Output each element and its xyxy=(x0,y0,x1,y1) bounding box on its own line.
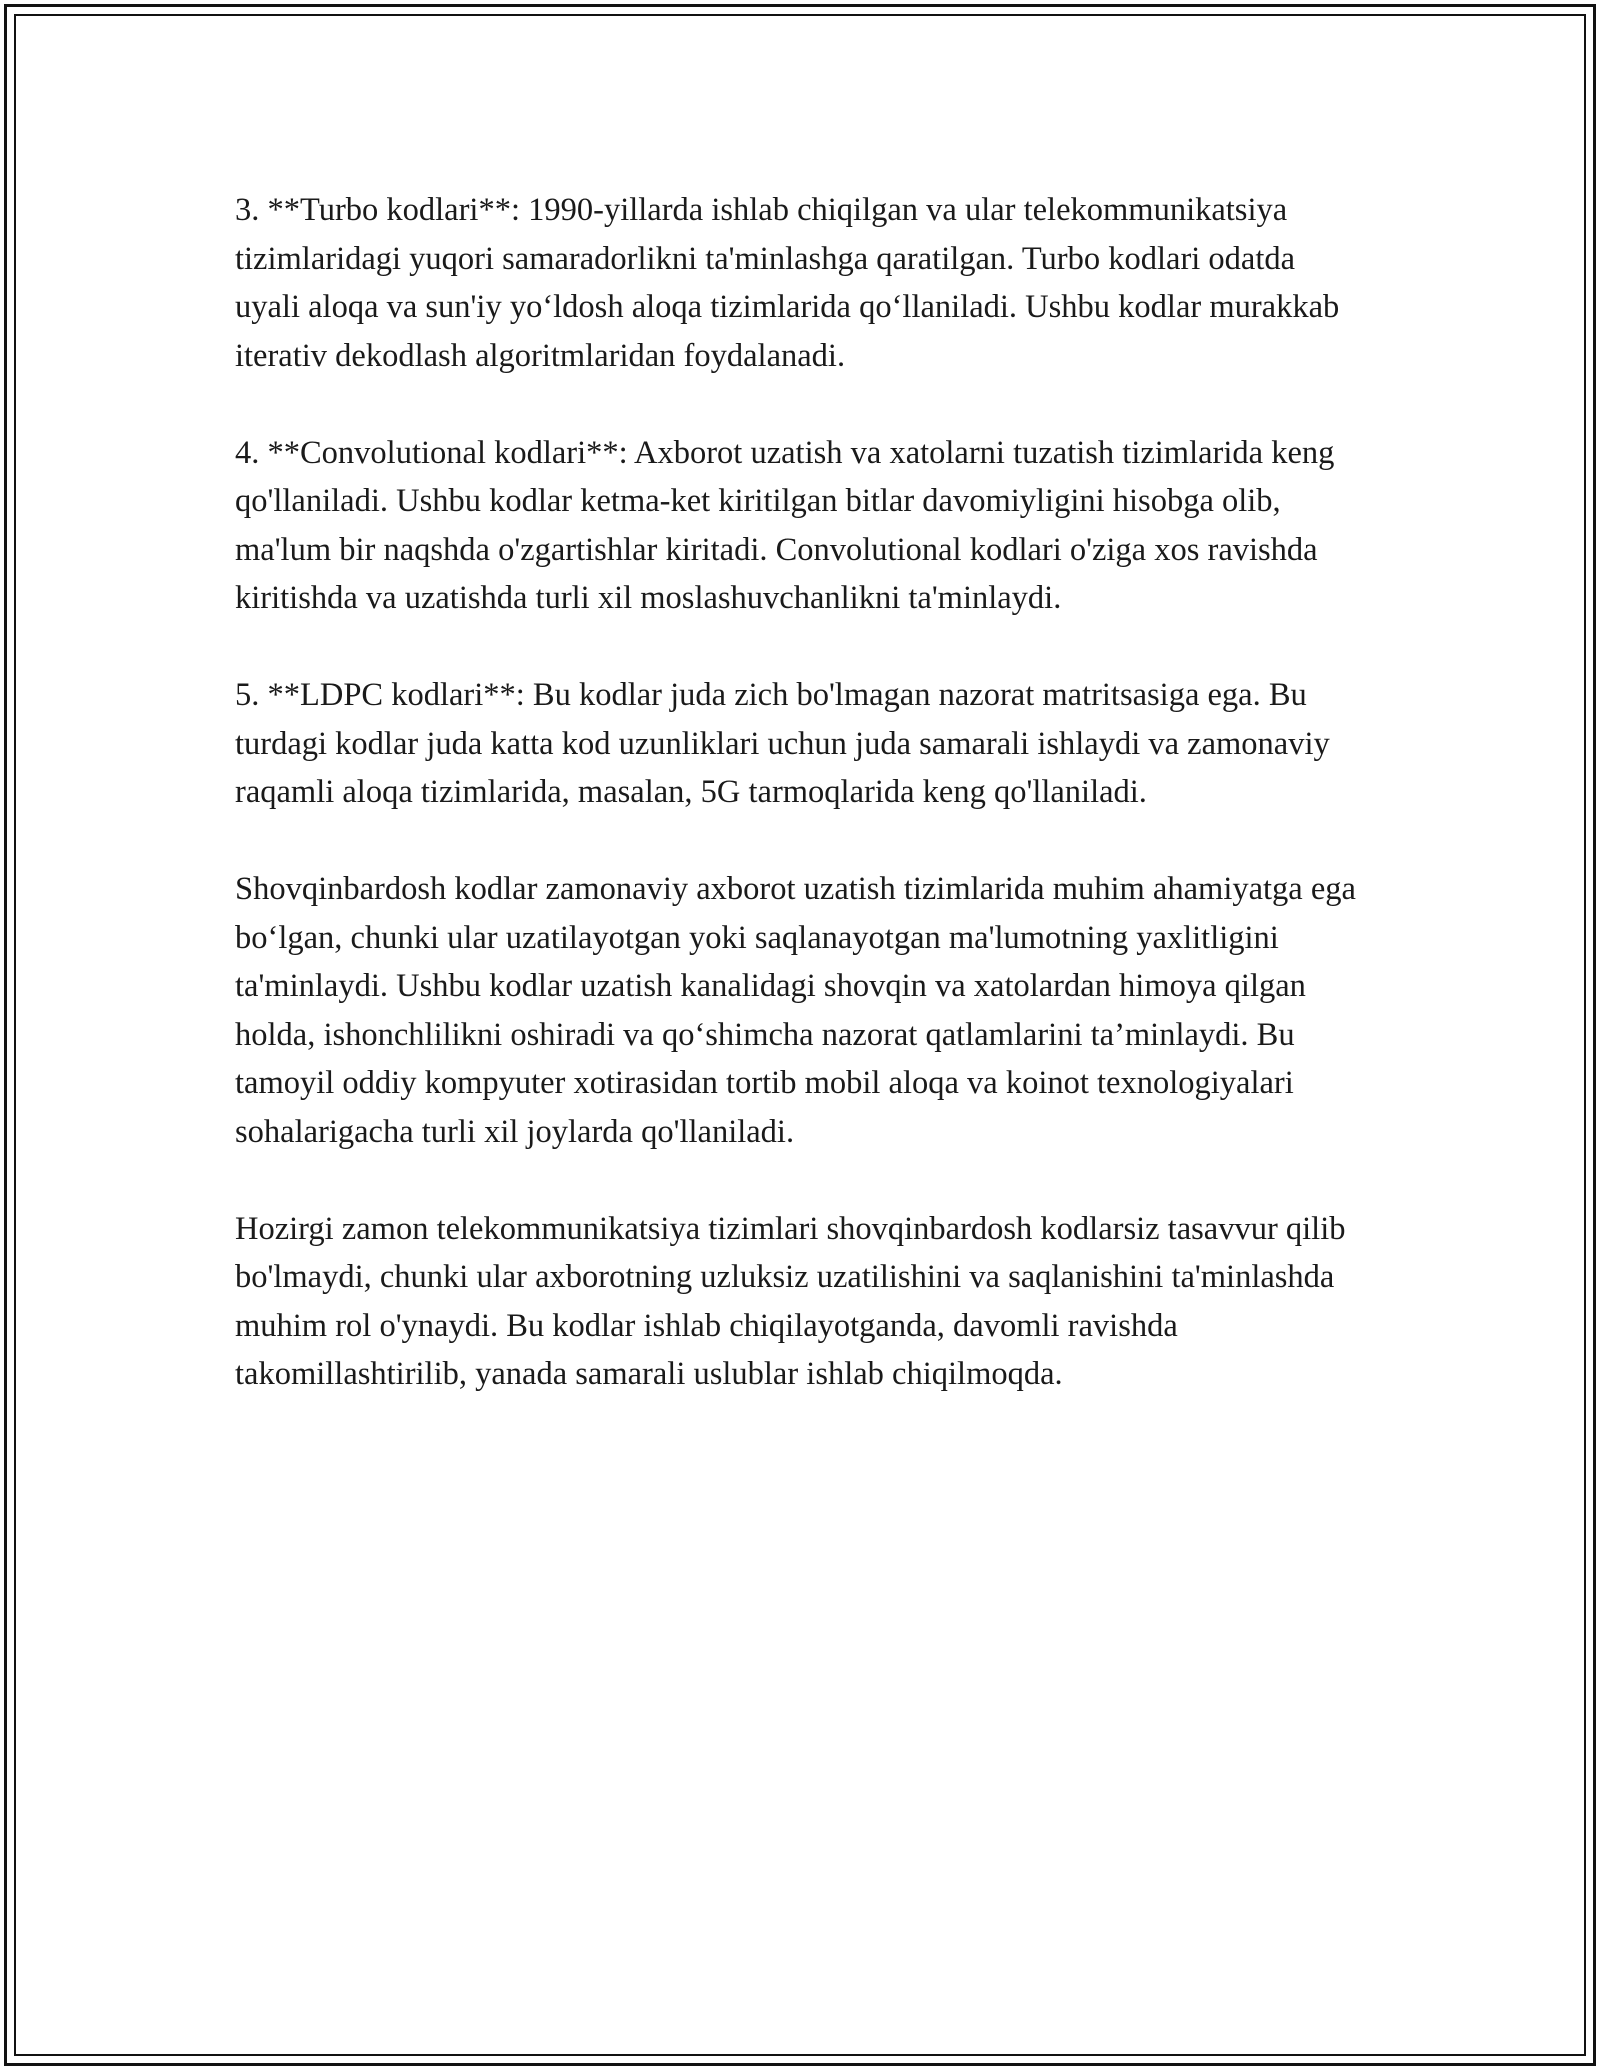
document-body xyxy=(235,186,1365,1447)
paragraph-conclusion: Hozirgi zamon telekommunikatsiya tizimlari shovqinbardosh kodlarsiz tasavvur qilib bo'lmaydi, chunki ular axborotning uzluksiz uzatilishini va saqlanishini ta'minlashda muhim rol o'ynaydi. Bu kodlar ishlab chiqilayotganda, davomli ravishda takomillashtirilib, yanada samarali uslublar ishlab chiqilmoqda. xyxy=(235,1210,1346,1392)
paragraph-convolutional-codes: 4. **Convolutional kodlari**: Axborot uzatish va xatolarni tuzatish tizimlarida keng qo'llaniladi. Ushbu kodlar ketma-ket kiritilgan bitlar davomiyligini hisobga olib, ma'lum bir naqshda o'zgartishlar kiritadi. Convolutional kodlari o'ziga xos ravishda kiritishda va uzatishda turli xil moslashuvchanlikni ta'minlaydi. xyxy=(235,434,1335,616)
paragraph-ldpc-codes: 5. **LDPC kodlari**: Bu kodlar juda zich bo'lmagan nazorat matritsasiga ega. Bu turdagi kodlar juda katta kod uzunliklari uchun juda samarali ishlaydi va zamonaviy raqamli aloqa tizimlarida, masalan, 5G tarmoqlarida keng qo'llaniladi. xyxy=(235,677,1330,810)
paragraph-turbo-codes: 3. **Turbo kodlari**: 1990-yillarda ishlab chiqilgan va ular telekommunikatsiya tizimlaridagi yuqori samaradorlikni ta'minlashga qaratilgan. Turbo kodlari odatda uyali aloqa va sun'iy yo‘ldosh aloqa tizimlarida qo‘llaniladi. Ushbu kodlar murakkab iterativ dekodlash algoritmlaridan foydalanadi. xyxy=(235,192,1340,374)
paragraph-noise-resistant-importance: Shovqinbardosh kodlar zamonaviy axborot uzatish tizimlarida muhim ahamiyatga ega bo‘lgan, chunki ular uzatilayotgan yoki saqlanayotgan ma'lumotning yaxlitligini ta'minlaydi. Ushbu kodlar uzatish kanalidagi shovqin va xatolardan himoya qilgan holda, ishonchlilikni oshiradi va qo‘shimcha nazorat qatlamlarini ta’minlaydi. Bu tamoyil oddiy kompyuter xotirasidan tortib mobil aloqa va koinot texnologiyalari sohalarigacha turli xil joylarda qo'llaniladi. xyxy=(235,871,1356,1150)
